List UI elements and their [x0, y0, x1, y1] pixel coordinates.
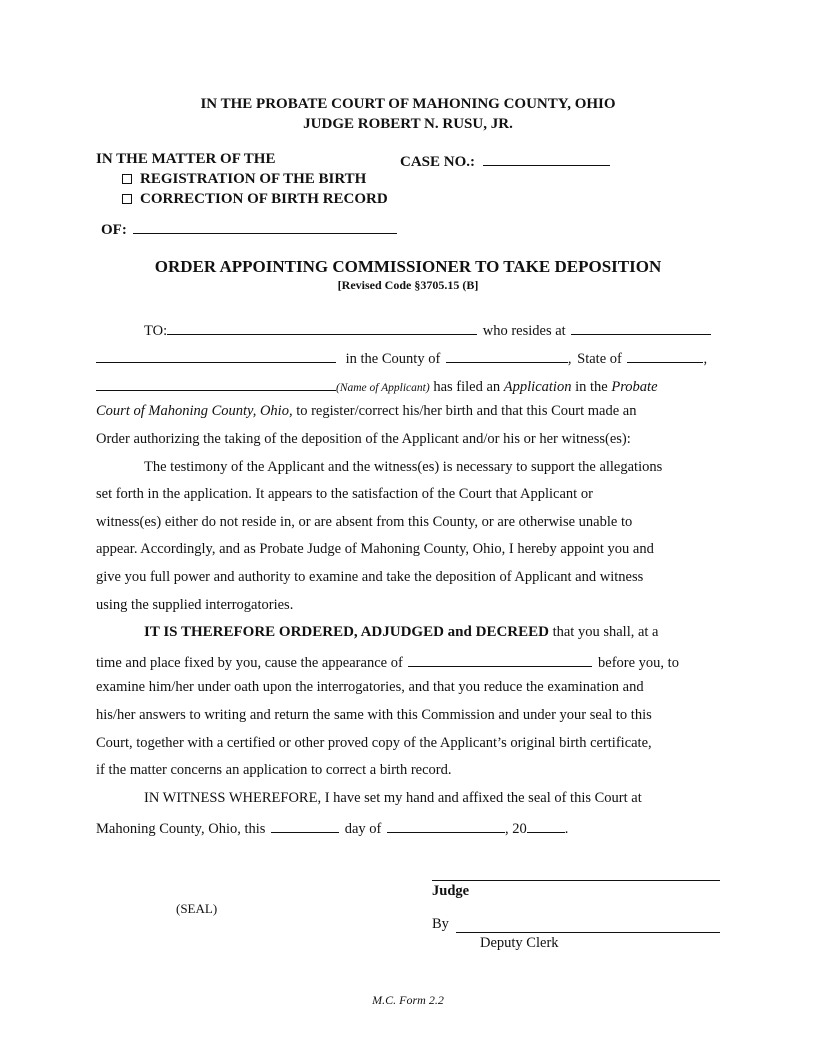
day-of-text: day of	[344, 821, 382, 837]
commissioner-name-field[interactable]	[167, 320, 477, 335]
case-number	[400, 151, 610, 171]
period-text: .	[564, 821, 569, 837]
of-name-field[interactable]	[133, 219, 397, 234]
case-number-field[interactable]	[483, 151, 610, 166]
form-number: M.C. Form 2.2	[372, 993, 444, 1007]
to-label: TO:	[144, 323, 168, 339]
paragraph-3-line-2	[96, 652, 679, 672]
resides-label: who resides at	[482, 323, 566, 339]
state-label: State of	[577, 351, 622, 367]
of-line	[101, 219, 397, 239]
paragraph-2-line-3: witness(es) either do not reside in, or are absent from this County, or are otherwise unable to	[96, 514, 633, 530]
deputy-clerk-signature-line[interactable]	[456, 932, 720, 933]
paragraph-2-line-4: appear. Accordingly, and as Probate Judge of Mahoning County, Ohio, I hereby appoint you and	[96, 541, 654, 557]
correction-label: CORRECTION OF BIRTH RECORD	[140, 191, 388, 207]
appearance-text: time and place fixed by you, cause the appearance of	[96, 655, 403, 671]
correction-checkbox[interactable]	[122, 194, 132, 204]
of-label: OF:	[101, 222, 127, 238]
judge-signature-line[interactable]	[432, 880, 720, 881]
before-you-text: before you, to	[598, 655, 679, 671]
seal-label: (SEAL)	[176, 901, 218, 916]
document-title: ORDER APPOINTING COMMISSIONER TO TAKE DEPOSITION	[154, 257, 662, 276]
paragraph-2-line-6: using the supplied interrogatories.	[96, 597, 294, 613]
day-field[interactable]	[271, 818, 339, 833]
order-authorizing-line: Order authorizing the taking of the deposition of the Applicant and/or his or her witness(es):	[96, 431, 631, 447]
registration-label: REGISTRATION OF THE BIRTH	[140, 171, 367, 187]
deputy-clerk-label: Deputy Clerk	[480, 935, 559, 951]
application-text: Application	[503, 379, 572, 395]
court-mahoning-text: Court of Mahoning County, Ohio,	[96, 403, 293, 419]
applicant-hint: (Name of Applicant)	[336, 382, 430, 394]
county-label: in the County of	[345, 351, 441, 367]
witness-line-1: IN WITNESS WHEREFORE, I have set my hand and affixed the seal of this Court at	[144, 790, 642, 806]
in-the-text: in the	[575, 379, 608, 395]
witness-line-2	[96, 818, 568, 838]
revised-code: [Revised Code §3705.15 (B]	[337, 278, 479, 292]
appearance-of-field[interactable]	[408, 652, 592, 667]
paragraph-3-line-6: if the matter concerns an application to correct a birth record.	[96, 762, 452, 778]
has-filed-text: has filed an	[433, 379, 501, 395]
case-number-label: CASE NO.:	[400, 154, 476, 170]
to-line	[144, 320, 711, 340]
paragraph-2-line-1: The testimony of the Applicant and the witness(es) is necessary to support the allegations	[144, 459, 663, 475]
ordered-text: IT IS THEREFORE ORDERED, ADJUDGED and DECREED	[144, 624, 549, 640]
county-line	[96, 348, 707, 368]
comma-text: ,	[703, 351, 708, 367]
register-text: to register/correct his/her birth and that this Court made an	[296, 403, 637, 419]
applicant-name-field[interactable]	[96, 376, 336, 391]
registration-option	[122, 171, 366, 188]
commissioner-address-field[interactable]	[571, 320, 711, 335]
by-label: By	[432, 916, 449, 932]
court-name: IN THE PROBATE COURT OF MAHONING COUNTY, OHIO	[200, 96, 616, 112]
court-line	[96, 403, 636, 420]
paragraph-3-line-1	[144, 624, 659, 641]
year-field[interactable]	[527, 818, 565, 833]
paragraph-3-line-3: examine him/her under oath upon the interrogatories, and that you reduce the examination and	[96, 679, 644, 695]
judge-name: JUDGE ROBERT N. RUSU, JR.	[303, 116, 513, 132]
year-prefix-text: , 20	[504, 821, 527, 837]
judge-label: Judge	[432, 883, 470, 899]
county-field[interactable]	[446, 348, 568, 363]
paragraph-2-line-2: set forth in the application. It appears to the satisfaction of the Court that Applicant or	[96, 486, 593, 502]
month-field[interactable]	[387, 818, 505, 833]
matter-label: IN THE MATTER OF THE	[96, 151, 276, 167]
applicant-line	[96, 376, 658, 396]
shall-text: that you shall, at a	[552, 624, 659, 640]
address-continued-field[interactable]	[96, 348, 336, 363]
paragraph-3-line-4: his/her answers to writing and return the same with this Commission and under your seal to this	[96, 707, 652, 723]
registration-checkbox[interactable]	[122, 174, 132, 184]
comma-text: ,	[567, 351, 572, 367]
paragraph-3-line-5: Court, together with a certified or other proved copy of the Applicant’s original birth certificate,	[96, 735, 652, 751]
state-field[interactable]	[627, 348, 703, 363]
probate-text: Probate	[611, 379, 658, 395]
paragraph-2-line-5: give you full power and authority to examine and take the deposition of Applicant and witness	[96, 569, 644, 585]
this-text: Mahoning County, Ohio, this	[96, 821, 266, 837]
correction-option	[122, 191, 388, 208]
